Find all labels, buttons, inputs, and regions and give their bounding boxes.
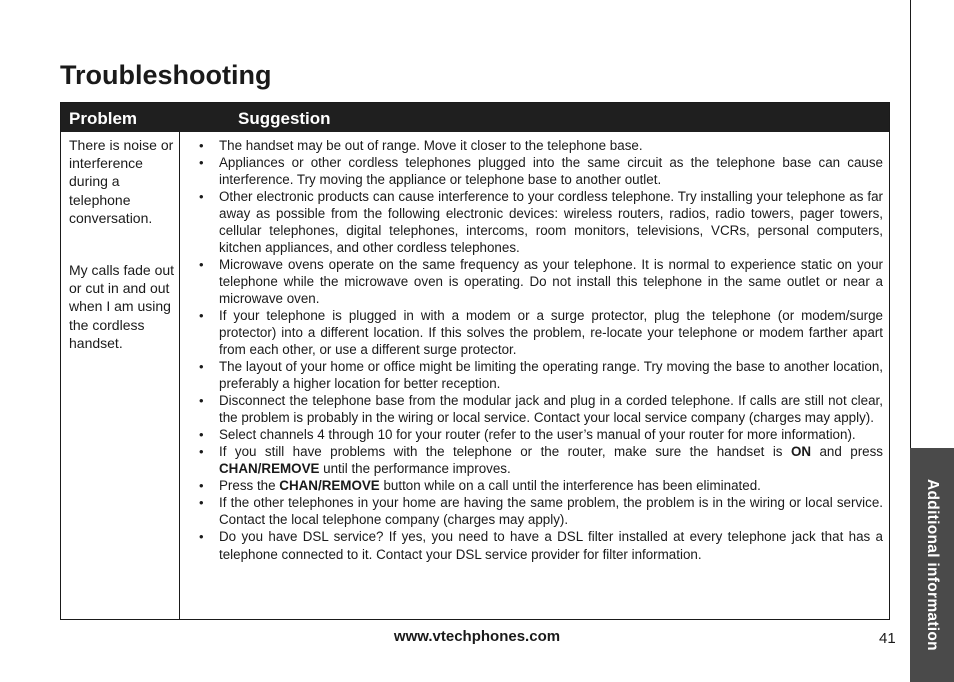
page-edge-line <box>910 0 911 448</box>
page-title: Troubleshooting <box>60 60 272 90</box>
chan-remove-keyword: CHAN/REMOVE <box>219 461 320 476</box>
suggestion-item <box>199 443 883 477</box>
page-number: 41 <box>879 630 896 647</box>
suggestion-item: • Do you have DSL service? If yes, you need to have a DSL filter installed at every telephone jack that has a telephone connected to it. Contact your DSL service provider for filter information. <box>199 528 883 564</box>
suggestion-item: • Disconnect the telephone base from the modular jack and plug in a corded telephone. If calls are still not clear, the problem is probably in the wiring or local service. Contact your local service company (charges may apply). <box>199 392 883 426</box>
suggestion-item: • Other electronic products can cause interference to your cordless telephone. Try installing your telephone as far away as possible from the following electronic devices: wireless routers, radios, radio towers, pager towers, cellular telephones, digital telephones, intercoms, room monitors, televisions, VCRs, personal computers, kitchen appliances, and other cordless telephones. <box>199 188 883 256</box>
section-tab <box>910 448 954 682</box>
suggestion-item: • If the other telephones in your home are having the same problem, the problem is in the wiring or local service. Contact the local telephone company (charges may apply). <box>199 494 883 528</box>
footer-website: www.vtechphones.com <box>393 628 561 645</box>
column-divider <box>179 132 180 619</box>
suggestion-item: • If your telephone is plugged in with a modem or a surge protector, plug the telephone (or modem/surge protector) into a different location. If this solves the problem, re-locate your telephone or modem farther apart from each other, or use a different surge protector. <box>199 307 883 358</box>
suggestion-item <box>199 477 883 494</box>
suggestion-list <box>199 137 883 564</box>
header-suggestion: Suggestion <box>238 109 331 128</box>
suggestion-item: • Microwave ovens operate on the same frequency as your telephone. It is normal to experience static on your telephone while the microwave oven is operating. Do not install this telephone in the same outlet or near a microwave oven. <box>199 256 883 307</box>
problem-calls-fade: My calls fade out or cut in and out when I am using the cordless handset. <box>69 262 175 351</box>
header-problem: Problem <box>69 109 138 128</box>
suggestion-text: Press the <box>219 478 280 493</box>
suggestion-item: • Select channels 4 through 10 for your router (refer to the user’s manual of your router for more information). <box>199 426 883 443</box>
suggestion-text: and press <box>811 444 883 459</box>
section-tab-label: Additional information <box>924 479 941 651</box>
on-keyword: ON <box>790 444 812 459</box>
table-header <box>61 103 889 132</box>
suggestion-item: • The layout of your home or office might be limiting the operating range. Try moving the base to another location, preferably a higher location for better reception. <box>199 358 883 392</box>
suggestion-text: until the performance improves. <box>319 461 511 476</box>
troubleshooting-table <box>60 102 890 620</box>
suggestion-item: • The handset may be out of range. Move it closer to the telephone base. <box>199 137 883 154</box>
suggestion-text: If you still have problems with the telephone or the router, make sure the handset is <box>219 444 791 459</box>
suggestion-text: button while on a call until the interference has been eliminated. <box>379 478 761 493</box>
chan-remove-keyword: CHAN/REMOVE <box>279 478 380 493</box>
problem-noise: There is noise or interference during a telephone conversation. <box>69 137 174 226</box>
suggestion-item: • Appliances or other cordless telephones plugged into the same circuit as the telephone base can cause interference. Try moving the appliance or telephone base to another outlet. <box>199 154 883 188</box>
